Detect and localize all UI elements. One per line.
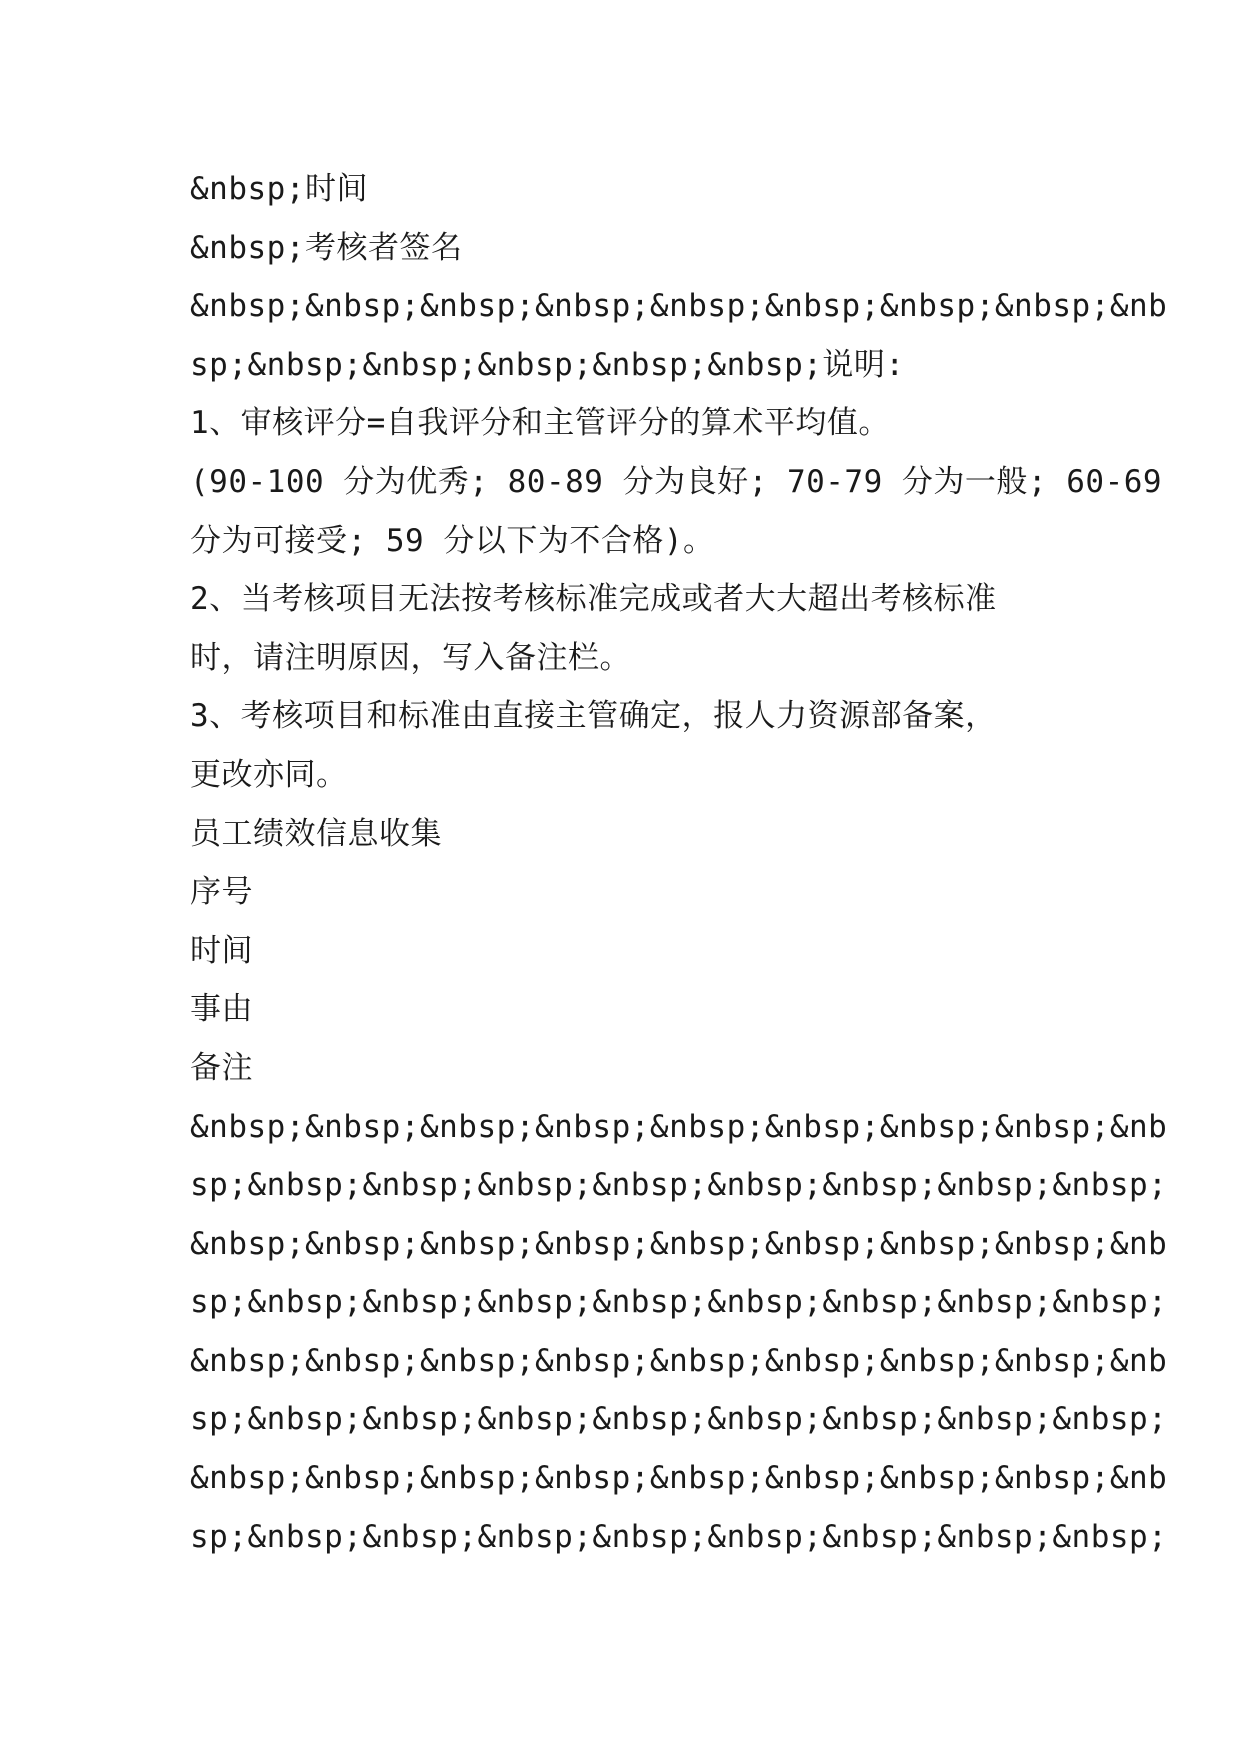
document-body — [190, 160, 1168, 1566]
text-line-nbsp: sp;&nbsp;&nbsp;&nbsp;&nbsp;&nbsp;&nbsp;&nbsp;&nbsp; — [190, 1167, 1168, 1204]
field-label-serial-number: 序号 — [190, 874, 253, 911]
text-line-explanation-heading: sp;&nbsp;&nbsp;&nbsp;&nbsp;&nbsp;说明: — [190, 346, 905, 383]
text-line-nbsp: sp;&nbsp;&nbsp;&nbsp;&nbsp;&nbsp;&nbsp;&nbsp;&nbsp; — [190, 1518, 1168, 1555]
text-line-note-1: 1、审核评分=自我评分和主管评分的算术平均值。 — [190, 405, 890, 442]
text-line-note-2-cont: 时，请注明原因，写入备注栏。 — [190, 639, 631, 676]
text-line-grade-scale: (90-100 分为优秀; 80-89 分为良好; 70-79 分为一般; 60-69 — [190, 463, 1163, 500]
text-line-assessor-signature: &nbsp;考核者签名 — [190, 229, 463, 266]
text-line-nbsp: &nbsp;&nbsp;&nbsp;&nbsp;&nbsp;&nbsp;&nbsp;&nbsp;&nb — [190, 1225, 1168, 1262]
text-line-nbsp: &nbsp;&nbsp;&nbsp;&nbsp;&nbsp;&nbsp;&nbsp;&nbsp;&nb — [190, 1460, 1168, 1497]
text-line-note-2: 2、当考核项目无法按考核标准完成或者大大超出考核标准 — [190, 581, 997, 618]
field-label-time: 时间 — [190, 932, 253, 969]
text-line-nbsp: &nbsp;&nbsp;&nbsp;&nbsp;&nbsp;&nbsp;&nbsp;&nbsp;&nb — [190, 1108, 1168, 1145]
text-line-nbsp: sp;&nbsp;&nbsp;&nbsp;&nbsp;&nbsp;&nbsp;&nbsp;&nbsp; — [190, 1284, 1168, 1321]
text-line-nbsp: sp;&nbsp;&nbsp;&nbsp;&nbsp;&nbsp;&nbsp;&nbsp;&nbsp; — [190, 1401, 1168, 1438]
text-line-note-3-cont: 更改亦同。 — [190, 756, 348, 793]
text-line-nbsp: &nbsp;&nbsp;&nbsp;&nbsp;&nbsp;&nbsp;&nbsp;&nbsp;&nb — [190, 1342, 1168, 1379]
text-line-time: &nbsp;时间 — [190, 171, 368, 207]
section-heading-performance-info: 员工绩效信息收集 — [190, 815, 442, 852]
text-line-grade-scale-cont: 分为可接受; 59 分以下为不合格)。 — [190, 522, 715, 559]
text-line-note-3: 3、考核项目和标准由直接主管确定，报人力资源部备案， — [190, 698, 997, 735]
field-label-remarks: 备注 — [190, 1049, 253, 1086]
field-label-reason: 事由 — [190, 991, 253, 1028]
text-line-nbsp: &nbsp;&nbsp;&nbsp;&nbsp;&nbsp;&nbsp;&nbsp;&nbsp;&nb — [190, 288, 1168, 325]
